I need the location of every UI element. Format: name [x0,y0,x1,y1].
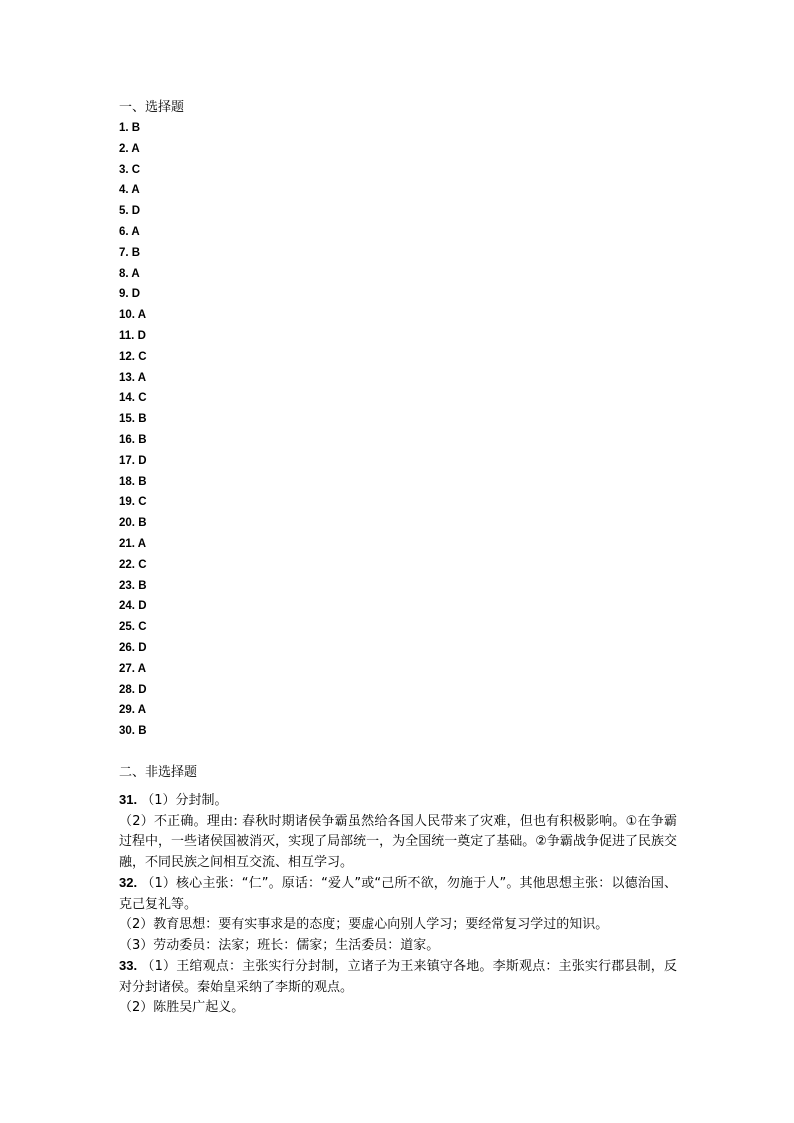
q31-part2: （2）不正确。理由: 春秋时期诸侯争霸虽然给各国人民带来了灾难，但也有积极影响。①在争霸过程中，一些诸侯国被消灭，实现了局部统一，为全国统一奠定了基础。②争霸战争促进了民族交融，不同民族之间相互交流、相互学习。 [119,813,677,870]
answer-item [119,388,147,409]
q32-part1-text: （1）核心主张：“仁”。原话：“爱人”或“己所不欲，勿施于人”。其他思想主张：以德治国、克己复礼等。 [119,876,677,912]
answer-number: 22. [119,558,135,571]
answer-value: A [137,371,147,384]
answer-number: 1. [119,122,129,134]
answer-value: A [131,267,140,280]
answer-number: 10. [119,309,135,322]
answer-number: 9. [119,288,129,301]
answer-value: A [131,142,140,155]
q31-number: 31. [119,792,138,807]
q33-part2: （2）陈胜吴广起义。 [119,1000,245,1015]
answer-value: A [131,225,140,238]
answer-value: B [138,725,147,738]
answer-value: C [138,621,147,634]
answer-number: 5. [119,205,129,218]
answer-value: D [138,600,147,613]
answer-item [119,472,147,493]
answer-number: 30. [119,725,135,738]
answer-number: 14. [119,392,135,405]
section1-title: 一、选择题 [119,100,185,115]
answer-item [119,264,147,285]
answer-number: 18. [119,475,135,488]
answer-number: 11. [119,329,135,342]
q32-number: 32. [119,875,138,890]
q32-part1 [119,873,677,915]
answer-value: A [131,184,140,197]
answer-value: A [137,537,147,550]
answer-number: 24. [119,600,135,613]
answer-value: C [138,496,147,509]
answer-value: B [138,579,147,592]
answer-number: 25. [119,621,135,634]
section2-title: 二、非选择题 [119,765,198,780]
answer-item [119,305,147,326]
answer-item [119,139,147,160]
q33-number: 33. [119,958,138,973]
answer-item [119,659,147,680]
answer-value: D [131,288,141,301]
answer-value: B [138,433,147,446]
answer-value: B [138,517,147,530]
answer-value: C [138,350,147,363]
answer-value: D [138,454,147,467]
answer-item [119,513,147,534]
answer-number: 21. [119,537,135,550]
answer-number: 19. [119,496,135,509]
answer-item [119,617,147,638]
answer-item [119,576,147,597]
q32-part3: （3）劳动委员：法家；班长：儒家；生活委员：道家。 [119,937,440,953]
answer-value: C [138,392,147,405]
answer-item [119,638,147,659]
answer-number: 12. [119,350,135,363]
answer-number: 15. [119,413,135,426]
q31-part1 [119,790,677,812]
answer-item [119,596,147,617]
answer-value: D [138,641,147,654]
answer-value: A [137,704,147,717]
q32-part2: （2）教育思想：要有实事求是的态度；要虚心向别人学习；要经常复习学过的知识。 [119,917,609,932]
answer-item [119,721,147,742]
answer-item [119,368,147,389]
answer-value: A [137,309,147,322]
answer-number: 4. [119,184,129,197]
answer-number: 23. [119,579,135,592]
answer-number: 16. [119,433,135,446]
answer-value: D [131,205,141,218]
answer-value: B [131,122,141,134]
answer-item [119,347,147,368]
open-answers [119,790,677,1019]
answer-item [119,222,147,243]
answer-number: 8. [119,267,129,280]
answer-item [119,680,147,701]
answer-value: D [137,329,146,342]
answer-value: C [131,163,141,176]
answer-number: 27. [119,662,135,675]
answer-item [119,534,147,555]
answer-item [119,160,147,181]
q31-part1-text: （1）分封制。 [141,793,228,808]
answer-item [119,284,147,305]
answer-number: 28. [119,683,135,696]
answer-number: 7. [119,246,129,259]
answer-value: B [131,246,141,259]
choice-answer-list [119,118,147,742]
answer-number: 13. [119,371,135,384]
answer-item [119,555,147,576]
answer-item [119,409,147,430]
answer-number: 17. [119,454,135,467]
answer-value: C [138,558,147,571]
answer-item [119,451,147,472]
answer-number: 6. [119,225,129,238]
answer-value: B [138,475,147,488]
q33-part1 [119,956,677,998]
answer-item [119,243,147,264]
answer-item [119,180,147,201]
answer-item [119,430,147,451]
answer-value: A [137,662,147,675]
answer-value: B [138,413,147,426]
answer-number: 29. [119,704,135,717]
answer-item [119,118,147,139]
answer-number: 3. [119,163,129,176]
answer-number: 26. [119,641,135,654]
answer-item [119,201,147,222]
answer-value: D [138,683,147,696]
answer-item [119,700,147,721]
answer-item [119,326,147,347]
answer-item [119,492,147,513]
answer-number: 20. [119,517,135,530]
answer-number: 2. [119,142,129,155]
q33-part1-text: （1）王绾观点：主张实行分封制，立诸子为王来镇守各地。李斯观点：主张实行郡县制，反对分封诸侯。秦始皇采纳了李斯的观点。 [119,959,677,995]
